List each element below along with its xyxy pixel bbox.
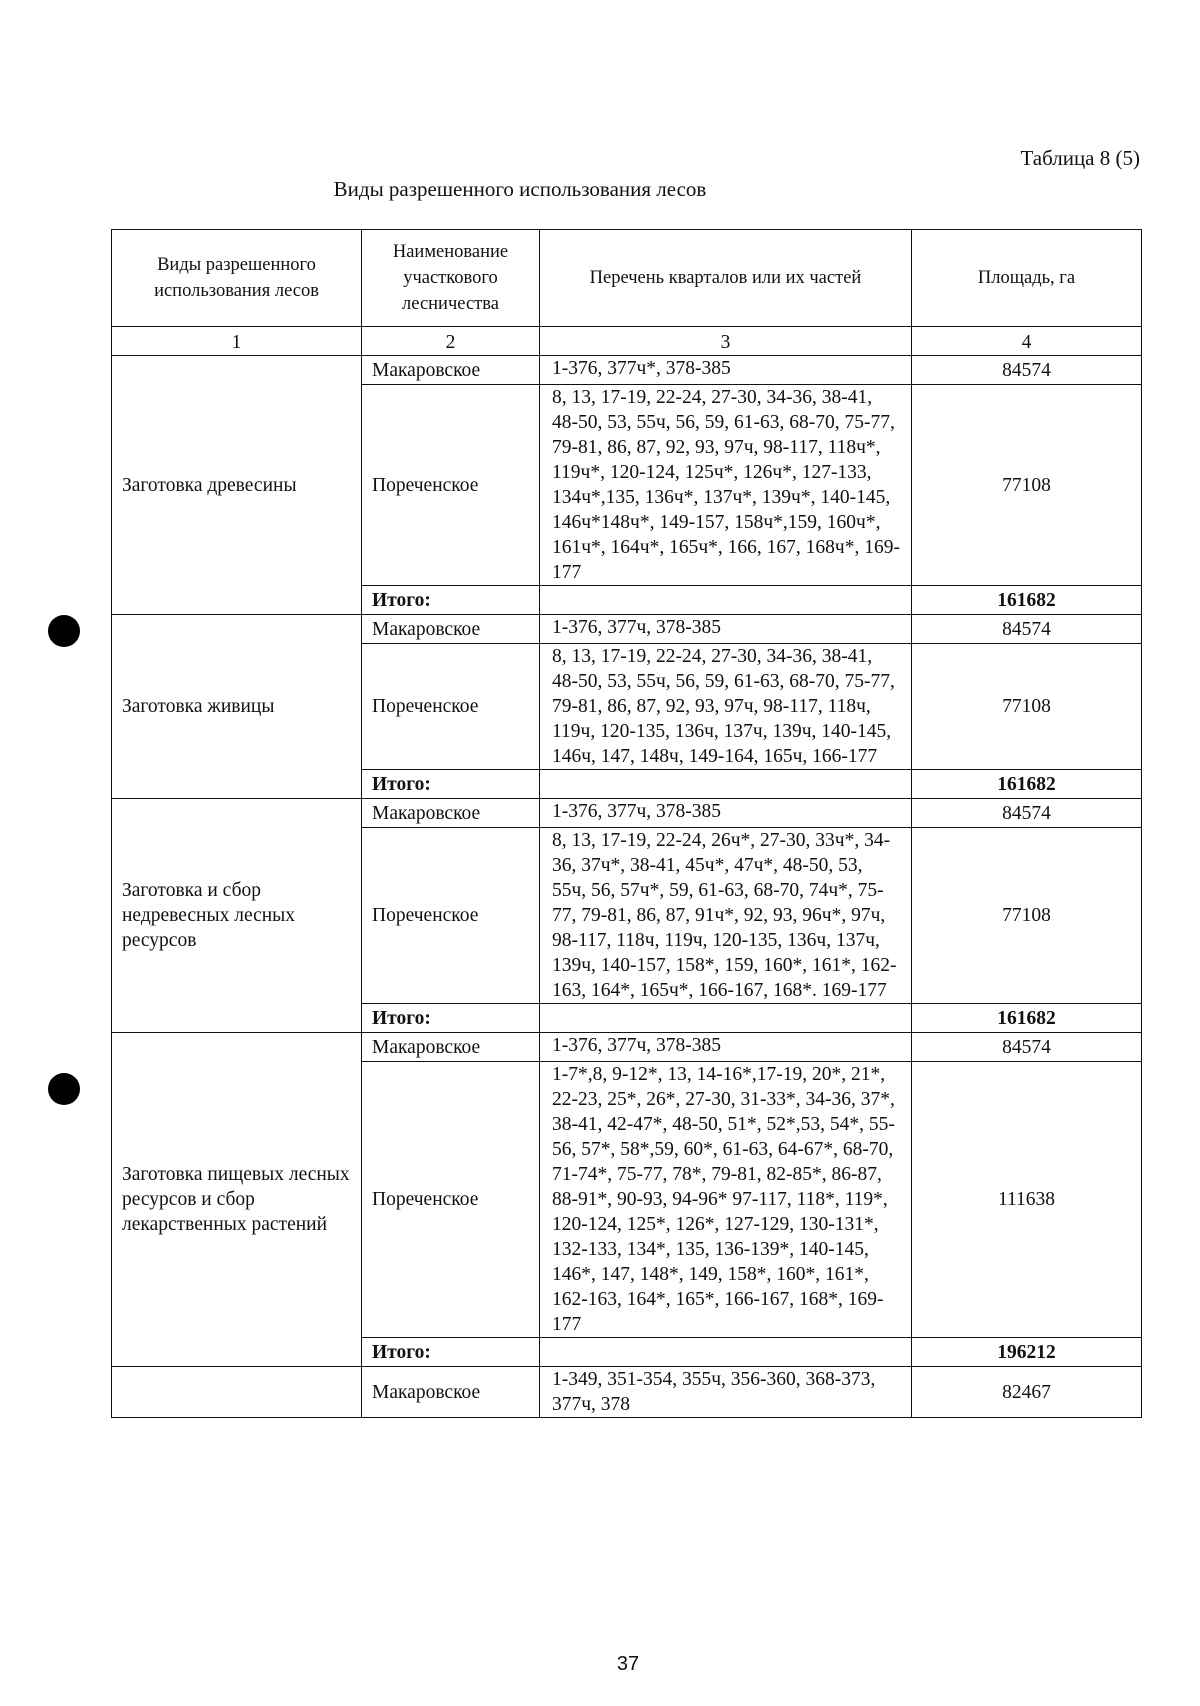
table-label: Таблица 8 (5): [1020, 146, 1140, 170]
total-label: Итого:: [362, 1338, 540, 1367]
binder-hole: [48, 615, 80, 647]
usage-type: Заготовка живицы: [112, 615, 362, 799]
total-value: 161682: [912, 586, 1142, 615]
area-value: 111638: [912, 1062, 1142, 1338]
header-forestry: Наименование участкового лесничества: [362, 230, 540, 327]
forestry-name: Макаровское: [362, 1033, 540, 1062]
area-value: 77108: [912, 385, 1142, 586]
usage-type: Заготовка пищевых лесных ресурсов и сбор лекарственных растений: [112, 1033, 362, 1367]
table-row: [112, 615, 1142, 644]
forestry-name: Пореченское: [362, 1062, 540, 1338]
forestry-name: Макаровское: [362, 356, 540, 385]
area-value: 84574: [912, 799, 1142, 828]
table-row: [112, 356, 1142, 385]
page-number: 37: [616, 1653, 640, 1675]
total-empty: [540, 770, 912, 799]
forestry-name: Пореченское: [362, 828, 540, 1004]
binder-hole: [48, 1073, 80, 1105]
usage-type: Заготовка и сбор недревесных лесных ресурсов: [112, 799, 362, 1033]
area-value: 84574: [912, 1033, 1142, 1062]
forestry-name: Пореченское: [362, 385, 540, 586]
quarters-list: 1-376, 377ч, 378-385: [540, 799, 912, 828]
column-number: 4: [912, 327, 1142, 356]
header-quarters: Перечень кварталов или их частей: [540, 230, 912, 327]
area-value: 84574: [912, 615, 1142, 644]
area-value: 84574: [912, 356, 1142, 385]
column-numbers-row: [112, 327, 1142, 356]
forestry-name: Пореченское: [362, 644, 540, 770]
total-empty: [540, 1338, 912, 1367]
quarters-list: 8, 13, 17-19, 22-24, 27-30, 34-36, 38-41, 48-50, 53, 55ч, 56, 59, 61-63, 68-70, 75-77, 79-81, 86, 87, 92, 93, 97ч, 98-117, 118ч*, 119ч*, 120-124, 125ч*, 126ч*, 127-133, 134ч*,135, 136ч*, 137ч*, 139ч*, 140-145, 146ч*148ч*, 149-157, 158ч*,159, 160ч*, 161ч*, 164ч*, 165ч*, 166, 167, 168ч*, 169-177: [540, 385, 912, 586]
area-value: 82467: [912, 1367, 1142, 1418]
area-value: 77108: [912, 828, 1142, 1004]
column-number: 3: [540, 327, 912, 356]
total-empty: [540, 1004, 912, 1033]
column-number: 1: [112, 327, 362, 356]
forestry-name: Макаровское: [362, 1367, 540, 1418]
table-header-row: [112, 230, 1142, 327]
table-row: [112, 799, 1142, 828]
total-label: Итого:: [362, 1004, 540, 1033]
forestry-name: Макаровское: [362, 799, 540, 828]
quarters-list: 1-376, 377ч*, 378-385: [540, 356, 912, 385]
table-row: [112, 1367, 1142, 1418]
page-title: Виды разрешенного использования лесов: [333, 177, 707, 201]
usage-type: [112, 1367, 362, 1418]
usage-table: [111, 229, 1142, 1418]
quarters-list: 1-349, 351-354, 355ч, 356-360, 368-373, 377ч, 378: [540, 1367, 912, 1418]
total-label: Итого:: [362, 586, 540, 615]
header-usage: Виды разрешенного использования лесов: [112, 230, 362, 327]
usage-type: Заготовка древесины: [112, 356, 362, 615]
quarters-list: 1-376, 377ч, 378-385: [540, 615, 912, 644]
quarters-list: 8, 13, 17-19, 22-24, 27-30, 34-36, 38-41, 48-50, 53, 55ч, 56, 59, 61-63, 68-70, 75-77, 79-81, 86, 87, 92, 93, 97ч, 98-117, 118ч, 119ч, 120-135, 136ч, 137ч, 139ч, 140-145, 146ч, 147, 148ч, 149-164, 165ч, 166-177: [540, 644, 912, 770]
forestry-name: Макаровское: [362, 615, 540, 644]
quarters-list: 1-7*,8, 9-12*, 13, 14-16*,17-19, 20*, 21*, 22-23, 25*, 26*, 27-30, 31-33*, 34-36, 37*, 38-41, 42-47*, 48-50, 51*, 52*,53, 54*, 55-56, 57*, 58*,59, 60*, 61-63, 64-67*, 68-70, 71-74*, 75-77, 78*, 79-81, 82-85*, 86-87, 88-91*, 90-93, 94-96* 97-117, 118*, 119*, 120-124, 125*, 126*, 127-129, 130-131*, 132-133, 134*, 135, 136-139*, 140-145, 146*, 147, 148*, 149, 158*, 160*, 161*, 162-163, 164*, 165*, 166-167, 168*, 169-177: [540, 1062, 912, 1338]
total-value: 161682: [912, 1004, 1142, 1033]
area-value: 77108: [912, 644, 1142, 770]
column-number: 2: [362, 327, 540, 356]
quarters-list: 1-376, 377ч, 378-385: [540, 1033, 912, 1062]
total-label: Итого:: [362, 770, 540, 799]
header-area: Площадь, га: [912, 230, 1142, 327]
total-value: 196212: [912, 1338, 1142, 1367]
total-empty: [540, 586, 912, 615]
quarters-list: 8, 13, 17-19, 22-24, 26ч*, 27-30, 33ч*, 34-36, 37ч*, 38-41, 45ч*, 47ч*, 48-50, 53, 55ч, 56, 57ч*, 59, 61-63, 68-70, 74ч*, 75-77, 79-81, 86, 87, 91ч*, 92, 93, 96ч*, 97ч, 98-117, 118ч, 119ч, 120-135, 136ч, 137ч, 139ч, 140-157, 158*, 159, 160*, 161*, 162-163, 164*, 165ч*, 166-167, 168*. 169-177: [540, 828, 912, 1004]
table-row: [112, 1033, 1142, 1062]
total-value: 161682: [912, 770, 1142, 799]
